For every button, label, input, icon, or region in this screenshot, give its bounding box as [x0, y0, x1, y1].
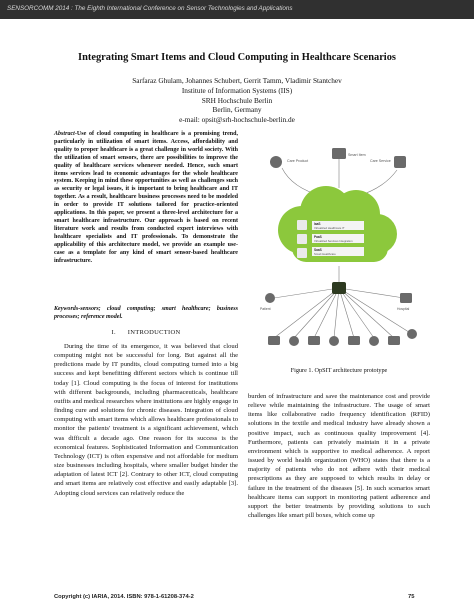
section-heading	[54, 329, 238, 336]
app-icon	[297, 248, 307, 258]
conference-header-band	[0, 0, 474, 19]
top-icons	[270, 148, 406, 168]
abstract-lead: Abstract	[54, 131, 75, 137]
abstract-text: -Use of cloud computing in healthcare is a promising trend, particularly in utilization of smart items. Access, affordability and quality to proper healthcare is a great challenge in world society. With the utilization of smart sensors, there are possibilities to improve the quality of healthcare services whenever needed. Hence, such smart items services lead to economic advantages for the whole healthcare system. Keeping in mind these opportunities as well as challenges such as security or legal issues, it is important to bring healthcare and IT together. As a result, healthcare business processes need to be modeled in order to provide IT solutions tailored for practice-oriented applications. In this paper, we present a three-level architecture for a smart healthcare infrastructure. Our approach is based on recent literature work and results from conducted expert interviews with healthcare specialists and IT professionals. To demonstrate the applicability of this architecture model, we provide an example use-case as a template for any kind of smart sensor-based healthcare infrastructure.	[54, 131, 238, 264]
section-number: I.	[111, 329, 116, 336]
top-left-label: Care Product	[287, 159, 309, 163]
top-mid-label: Smart Item	[348, 153, 366, 157]
saas-label: SaaS	[314, 248, 322, 252]
conference-header: SENSORCOMM 2014 : The Eighth International Conference on Sensor Technologies and Applications	[7, 5, 293, 12]
author-list: Sarfaraz Ghulam, Johannes Schubert, Gerrit Tamm, Vladimir Stantchev	[132, 76, 342, 85]
architecture-figure	[252, 148, 426, 354]
sensor-device-icon	[268, 336, 280, 345]
bottom-device-icons	[268, 329, 417, 346]
saas-sublabel: Smart Healthcare	[314, 252, 336, 256]
paas-label: PaaS	[314, 235, 322, 239]
top-right-label: Care Service	[370, 159, 391, 163]
right-column-paragraph: burden of infrastructure and save the maintenance cost and provide relieve while maintaining the infrastructure. The usage of smart items like collaborative radio frequency identification (RFID) solutions in the textile and medical industry have already shown a positive impact, such as continuous quality improvement [4]. Furthermore, patients can privately maintain it in a private environment which is supportive to medical adherence. A report issued by world health organization (WHO) states that there is a majority of patients who do not adhere with their medical prescriptions as they are supposed to which results in delay or failure in the treatment of the diseases [5]. In such scenarios smart healthcare items can support in monitoring patient adherence and support the better treatments by providing solutions to such challenges like smart pill boxes, which come up	[248, 393, 430, 520]
phone-icon	[348, 336, 360, 345]
figure-caption: Figure 1. OpSIT architecture prototype	[290, 367, 388, 374]
person-icon	[289, 336, 299, 346]
database-icon	[297, 234, 307, 244]
abstract	[54, 131, 238, 265]
tablet-icon	[388, 336, 400, 345]
mid-left-label: Patient	[260, 307, 271, 311]
hospital-icon	[400, 293, 412, 303]
keywords-text: sensors; cloud computing; smart healthcare; business processes; reference model.	[54, 306, 238, 320]
affiliation-city: Berlin, Germany	[212, 105, 262, 114]
affiliation-institute: Institute of Information Systems (IIS)	[181, 86, 293, 95]
care-product-icon	[270, 156, 282, 168]
care-service-icon	[394, 156, 406, 168]
section-title: INTRODUCTION	[127, 329, 181, 336]
gateway-node	[332, 282, 346, 294]
monitor-icon	[308, 336, 320, 345]
mid-right-label: Hospital	[397, 307, 410, 311]
architecture-diagram	[252, 148, 426, 354]
keywords-lead: Keywords-	[54, 306, 81, 312]
iaas-label: IaaS	[314, 222, 321, 226]
affiliation-school: SRH Hochschule Berlin	[201, 95, 273, 105]
paas-sublabel: Virtualized Services Integration	[314, 239, 353, 243]
copyright-footer: Copyright (c) IARIA, 2014. ISBN: 978-1-61208-374-2	[54, 594, 194, 600]
affiliation-email: e-mail: opsit@srh-hochschule-berlin.de	[179, 114, 295, 124]
paper-title: Integrating Smart Items and Cloud Computing in Healthcare Scenarios	[78, 52, 396, 63]
page-number: 75	[408, 594, 415, 600]
doctor-icon	[407, 329, 417, 339]
cloud-shape	[278, 186, 397, 262]
iaas-sublabel: Virtualized Healthcare IT	[314, 226, 345, 230]
patient-icon	[265, 293, 275, 303]
keywords	[54, 306, 238, 322]
pill-icon	[329, 336, 339, 346]
wearable-icon	[369, 336, 379, 346]
smart-item-icon	[332, 148, 346, 159]
introduction-paragraph: During the time of its emergence, it was believed that cloud computing might not be successful for long. But against all the predictions made by IT pundits, cloud computing turned into a big success and kept benefitting different sectors which is continue till today [1]. Cloud computing is the focus of interest for institutions with different backgrounds, including pharmaceuticals, healthcare outfits and medical researches where institutions are highly engage in finding cure and solutions for chronic diseases. Integration of cloud computing with smart items which allows healthcare professionals to monitor the patients' treatment is a significant achievement, which was difficult a decade ago. One reason for its success is the economical features. Sophisticated Information and Communication Technology (ICT) is often expensive and not affordable for medium size businesses including hospitals, where smaller budget hinder the adaptation of latest ICT [2]. Contrary to other ICT, cloud computing and smart items are relatively cost effective and easily adaptable [3]. Adopting cloud services can relatively reduce the	[54, 343, 238, 497]
server-icon	[297, 220, 307, 230]
